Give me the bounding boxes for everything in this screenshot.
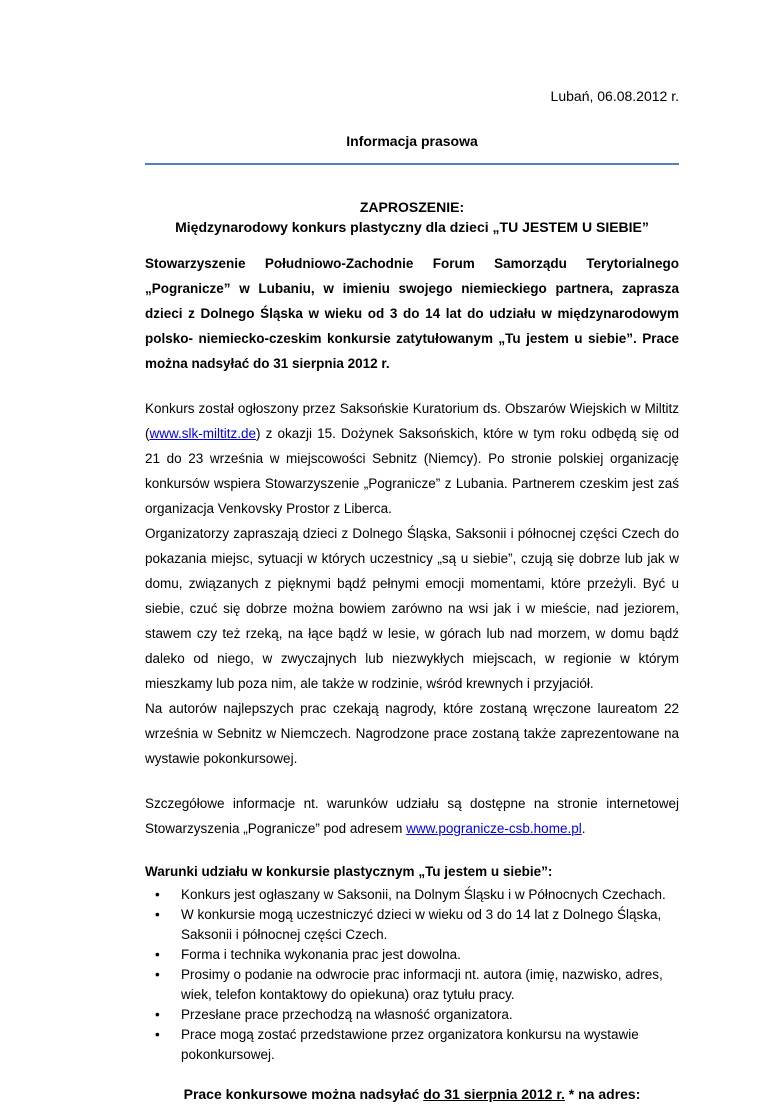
bullet-icon: • [155,907,160,922]
list-item [145,885,679,905]
invitation-heading [145,197,679,237]
paragraph-prizes: Na autorów najlepszych prac czekają nagrody, które zostaną wręczone laureatom 22 września w Sebnitz w Niemczech. Nagrodzone prace zostaną także zaprezentowane na wystawie pokonkursowej. [145,701,679,766]
lead-paragraph: Stowarzyszenie Południowo-Zachodnie Forum Samorządu Terytorialnego „Pogranicze” w Lubaniu, w imieniu swojego niemieckiego partnera, zaprasza dzieci z Dolnego Śląska w wieku od 3 do 14 lat do udziału w międzynarodowym polsko- niemiecko-czeskim konkursie zatytułowanym „Tu jestem u siebie”. Prace można nadsyłać do 31 sierpnia 2012 r. [145,256,679,371]
list-item-text: Konkurs jest ogłaszany w Saksonii, na Dolnym Śląsku i w Północnych Czechach. [181,887,666,902]
paragraph-text: Konkurs został ogłoszony przez Saksońskie Kuratorium ds. Obszarów Wiejskich w Miltitz ( [145,401,679,441]
bullet-icon: • [155,887,160,902]
list-item [145,905,679,945]
bullet-icon: • [155,1027,160,1042]
deadline-date: do 31 sierpnia 2012 r. [423,1086,565,1102]
list-item-text: Forma i technika wykonania prac jest dowolna. [181,947,461,962]
conditions-title: Warunki udziału w konkursie plastycznym „Tu jestem u siebie”: [145,864,553,879]
paragraph-text: Szczegółowe informacje nt. warunków udziału są dostępne na stronie internetowej Stowarzyszenia „Pogranicze” pod adresem [145,796,679,836]
slk-miltitz-link[interactable]: www.slk-miltitz.de [149,426,257,441]
list-item-text: Prosimy o podanie na odwrocie prac informacji nt. autora (imię, nazwisko, adres, wiek, telefon kontaktowy do opiekuna) oraz tytułu pracy. [181,967,663,1002]
header-divider [145,163,679,165]
deadline-text: * na adres: [564,1086,641,1102]
list-item-text: W konkursie mogą uczestniczyć dzieci w wieku od 3 do 14 lat z Dolnego Śląska, Saksonii i północnej części Czech. [181,907,662,942]
paragraph-contest-announcement [145,396,679,521]
list-item [145,1025,679,1065]
conditions-list [145,885,679,1065]
paragraph-more-info [145,791,679,841]
pogranicze-website-link[interactable]: www.pogranicze-csb.home.pl [406,821,582,836]
document-content [145,86,679,1105]
submission-deadline [145,1083,679,1105]
document-date: Lubań, 06.08.2012 r. [550,88,679,104]
list-item [145,965,679,1005]
paragraph-invitation-details: Organizatorzy zapraszają dzieci z Dolnego Śląska, Saksonii i północnej części Czech do pokazania miejsc, sytuacji w których uczestnicy „są u siebie”, czują się dobrze lub jak w domu, związanych z pięknymi bądź pełnymi emocji momentami, które przeżyli. Być u siebie, czuć się dobrze można bowiem zarówno na wsi jak i w mieście, nad jeziorem, stawem czy też rzeką, na łące bądź w lesie, w górach lub nad morzem, w domu bądź daleko od niego, w zwyczajnych lub niezwykłych miejscach, w regionie w którym mieszkamy lub poza nim, ale także w rodzinie, wśród krewnych i przyjaciół. [145,526,679,691]
bullet-icon: • [155,967,160,982]
invitation-label: ZAPROSZENIE: [359,199,465,215]
list-item-text: Prace mogą zostać przedstawione przez organizatora konkursu na wystawie pokonkursowej. [181,1027,639,1062]
list-item [145,1005,679,1025]
press-release-title: Informacja prasowa [346,133,478,149]
list-item [145,945,679,965]
bullet-icon: • [155,1007,160,1022]
list-item-text: Przesłane prace przechodzą na własność organizatora. [181,1007,513,1022]
deadline-text: Prace konkursowe można nadsyłać [183,1086,424,1102]
bullet-icon: • [155,947,160,962]
contest-title: Międzynarodowy konkurs plastyczny dla dzieci „TU JESTEM U SIEBIE” [175,219,649,235]
paragraph-text: ) z okazji 15. Dożynek Saksońskich, które w tym roku odbędą się od 21 do 23 września w miejscowości Sebnitz (Niemcy). Po stronie polskiej organizację konkursów wspiera Stowarzyszenie „Pogranicze” z Lubania. Partnerem czeskim jest zaś organizacja Venkovsky Prostor z Liberca. [145,426,679,516]
paragraph-text: . [581,821,586,836]
